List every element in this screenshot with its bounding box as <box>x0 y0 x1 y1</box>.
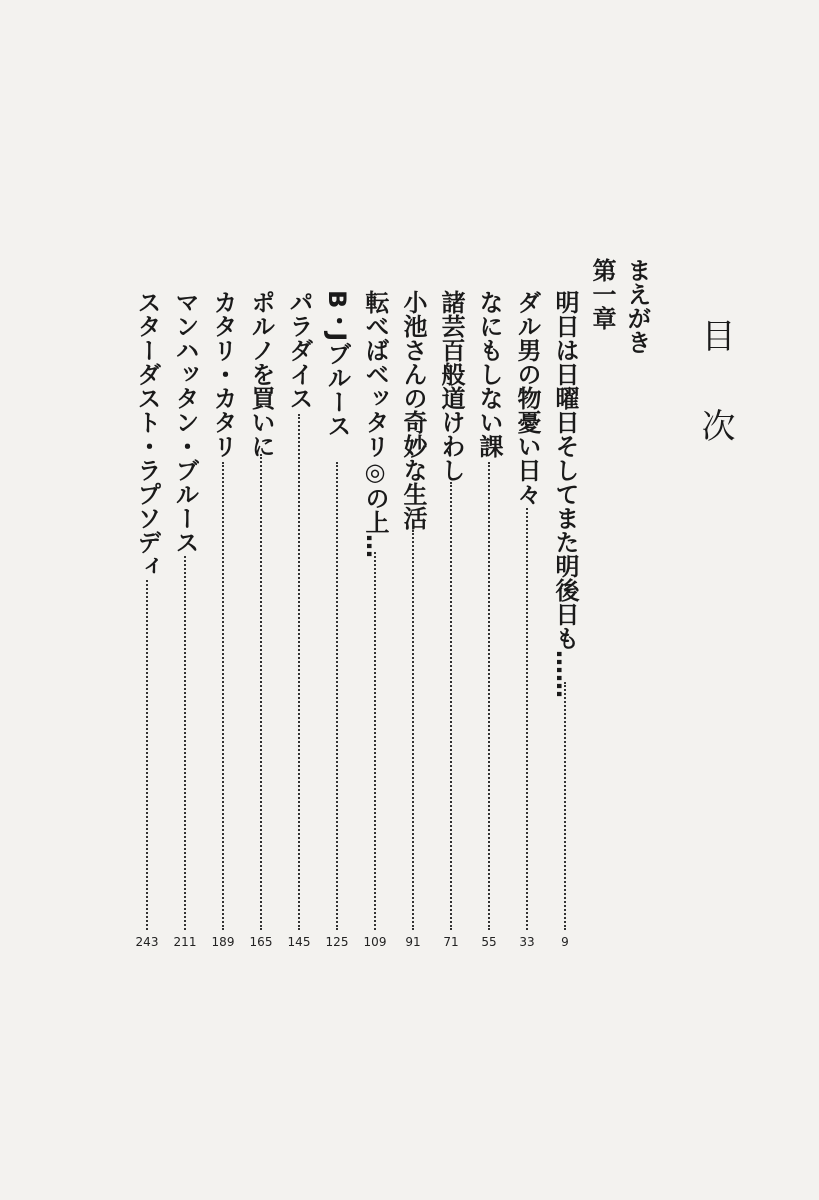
toc-entry-leader <box>450 482 452 930</box>
chapter-label: 第一章 <box>588 258 616 330</box>
toc-heading-second-char: 次 <box>695 408 735 500</box>
toc-entry <box>284 290 314 970</box>
toc-entry <box>322 290 352 970</box>
toc-entry-page: 33 <box>519 935 535 949</box>
toc-entry-page: 165 <box>249 935 273 949</box>
toc-entry-title: スターダスト・ラプソディ <box>133 290 161 578</box>
toc-entry-page: 211 <box>173 935 197 949</box>
toc-entry <box>512 290 542 970</box>
toc-entry-page: 109 <box>363 935 387 949</box>
toc-entry <box>208 290 238 970</box>
toc-entry-title: なにもしない課 <box>475 290 503 458</box>
toc-entry-leader <box>526 508 528 930</box>
toc-entry-title: 明日は日曜日そしてまた明後日も…… <box>551 290 579 698</box>
toc-entry-title: パラダイス <box>285 290 313 410</box>
toc-entry-leader <box>222 462 224 930</box>
toc-entry <box>246 290 276 970</box>
toc-entry-title: 転べばベッタリ◎の上… <box>361 290 389 558</box>
toc-entry <box>170 290 200 970</box>
toc-entry-leader <box>412 530 414 930</box>
toc-entry <box>398 290 428 970</box>
preface-label: まえがき <box>623 258 651 354</box>
toc-entry-title: 諸芸百般道けわし <box>437 290 465 482</box>
toc-entry-leader <box>146 580 148 930</box>
toc-entry-page: 71 <box>443 935 459 949</box>
toc-entry-leader <box>184 556 186 930</box>
toc-entry-leader <box>336 462 338 930</box>
toc-entry <box>474 290 504 970</box>
toc-entry-leader <box>374 552 376 930</box>
toc-entry-title: 小池さんの奇妙な生活 <box>399 290 427 530</box>
toc-entry-page: 9 <box>561 935 569 949</box>
toc-entry-title: マンハッタン・ブルース <box>171 290 199 554</box>
toc-entry-title: ポルノを買いに <box>247 290 275 458</box>
toc-entry-title: B・Jブルース <box>323 290 351 438</box>
toc-entry-leader <box>488 462 490 930</box>
toc-entry-title: カタリ・カタリ <box>209 290 237 458</box>
toc-heading-first-char: 目 <box>695 318 735 410</box>
toc-entry-leader <box>298 414 300 930</box>
toc-entry <box>550 290 580 970</box>
toc-entry-page: 91 <box>405 935 421 949</box>
toc-entry-page: 189 <box>211 935 235 949</box>
toc-entry-title: ダル男の物憂い日々 <box>513 290 541 506</box>
toc-entry-leader <box>564 682 566 930</box>
toc-entry-page: 55 <box>481 935 497 949</box>
toc-entry <box>436 290 466 970</box>
toc-entry-page: 125 <box>325 935 349 949</box>
toc-entry-leader <box>260 454 262 930</box>
toc-entry <box>360 290 390 970</box>
toc-entry-page: 145 <box>287 935 311 949</box>
toc-entry <box>132 290 162 970</box>
toc-entry-page: 243 <box>135 935 159 949</box>
